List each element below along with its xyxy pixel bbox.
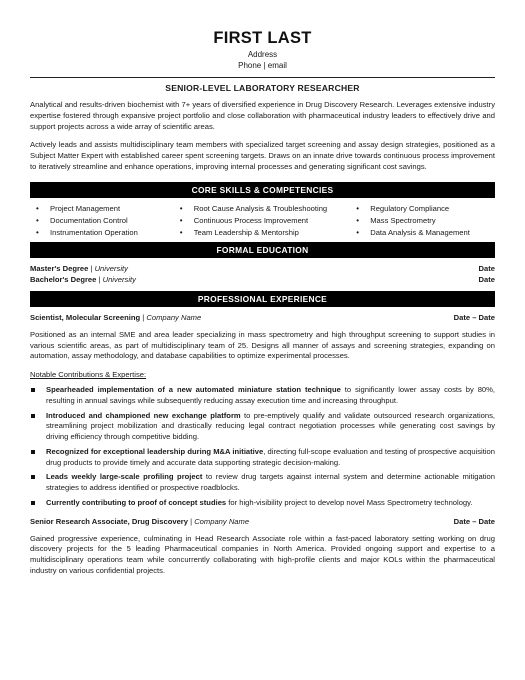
school-name: University (102, 275, 136, 285)
summary-paragraph-1: Analytical and results-driven biochemist with 7+ years of diversified experience in Drug Discovery Research. Leverages extensive industry expertise fostered through expansive project portfolio and close collaboration with pharmaceutical industry leaders to effectively drive and support projects across a wide array of scientific areas. (30, 99, 495, 131)
job-header-1 (30, 313, 495, 324)
contributions-heading: Notable Contributions & Expertise: (30, 370, 147, 380)
skill-item: • Regulatory Compliance (356, 203, 495, 215)
skills-list (30, 203, 495, 239)
skill-item: • Mass Spectrometry (356, 215, 495, 227)
skill-item: • Documentation Control (36, 215, 180, 227)
contribution-item: Spearheaded implementation of a new automated miniature station technique to significantly lower assay costs by 80%, resulting in annual savings while subsequently reducing assay execution time and increasing throughput. (30, 385, 495, 407)
education-date: Date (478, 263, 495, 273)
education-item (30, 274, 495, 286)
candidate-name: FIRST LAST (213, 29, 312, 47)
header-divider (30, 77, 495, 78)
company-name: Company Name (194, 516, 250, 526)
skills-column-3 (356, 203, 495, 239)
skill-item: • Instrumentation Operation (36, 227, 180, 239)
contribution-item: Introduced and championed new exchange platform to pre-emptively qualify and validate outsourced research organizations, streamlining project mobilization and drastically reducing legal contract negotiation processes while generating cost savings by driving efficiency through competitive bidding. (30, 411, 495, 443)
job-dates: Date – Date (453, 313, 495, 323)
job-title: Senior Research Associate, Drug Discovery (30, 516, 188, 526)
skills-column-1 (36, 203, 180, 239)
contribution-item: Recognized for exceptional leadership during M&A initiative, directing full-scope evaluation and testing of prospective acquisition drug products to provide timely and accurate data supporting strategic decision-making. (30, 447, 495, 469)
address-line: Address (247, 50, 278, 60)
contributions-list (30, 385, 495, 509)
skill-item: • Team Leadership & Mentorship (180, 227, 356, 239)
role-title: SENIOR-LEVEL LABORATORY RESEARCHER (165, 82, 360, 93)
contribution-item: Leads weekly large-scale profiling project to review drug targets against internal system and determine actionable mitigation strategies to address identified or prospective roadblocks. (30, 472, 495, 494)
separator: | (96, 275, 103, 285)
job-description-2: Gained progressive experience, culminating in Head Research Associate role within a fast-paced laboratory setting working on drug discovery projects for the 5 leading Pharmaceutical companies in North America. Provided ongoing support and expertise to a multidisciplinary operations team while concurrently collaborating with high-profile clients and major KOLs within the pharmaceutical industry on various confidential projects. (30, 533, 495, 575)
skill-item: • Project Management (36, 203, 180, 215)
skill-item: • Data Analysis & Management (356, 227, 495, 239)
separator: | (88, 263, 95, 273)
company-name: Company Name (146, 313, 202, 323)
education-date: Date (478, 275, 495, 285)
separator: | (188, 516, 195, 526)
job-header-2 (30, 517, 495, 528)
skill-item: • Root Cause Analysis & Troubleshooting (180, 203, 356, 215)
experience-heading: PROFESSIONAL EXPERIENCE (30, 291, 495, 307)
education-item (30, 263, 495, 275)
degree-name: Master's Degree (30, 263, 89, 273)
job-description-1: Positioned as an internal SME and area leader specializing in mass spectrometry and high throughput screening to support studies in various scientific areas, as part of multidisciplinary team of 25. Designs all manner of assays and screening strategies, expanding on automation, assay methodology, and database capabilities to optimize experimental processes. (30, 329, 495, 361)
summary-paragraph-2: Actively leads and assists multidisciplinary team members with specialized target screening and assay design strategies, positioned as a Subject Matter Expert with established career spent screening targets. Draws on an innate drive towards continuous process improvement to iteratively streamline and enhance operations, improving internal processes and generating significant cost savings. (30, 140, 495, 171)
job-title: Scientist, Molecular Screening (30, 313, 141, 323)
contact-line: Phone | email (238, 60, 287, 70)
skills-heading: CORE SKILLS & COMPETENCIES (30, 182, 495, 198)
skill-item: • Continuous Process Improvement (180, 215, 356, 227)
contribution-item: Currently contributing to proof of concept studies for high-visibility project to develop novel Mass Spectrometry technology. (30, 498, 495, 509)
school-name: University (94, 263, 128, 273)
job-dates: Date – Date (453, 516, 495, 526)
degree-name: Bachelor's Degree (30, 275, 97, 285)
skills-column-2 (180, 203, 356, 239)
education-list (30, 263, 495, 287)
education-heading: FORMAL EDUCATION (30, 242, 495, 258)
separator: | (140, 313, 147, 323)
